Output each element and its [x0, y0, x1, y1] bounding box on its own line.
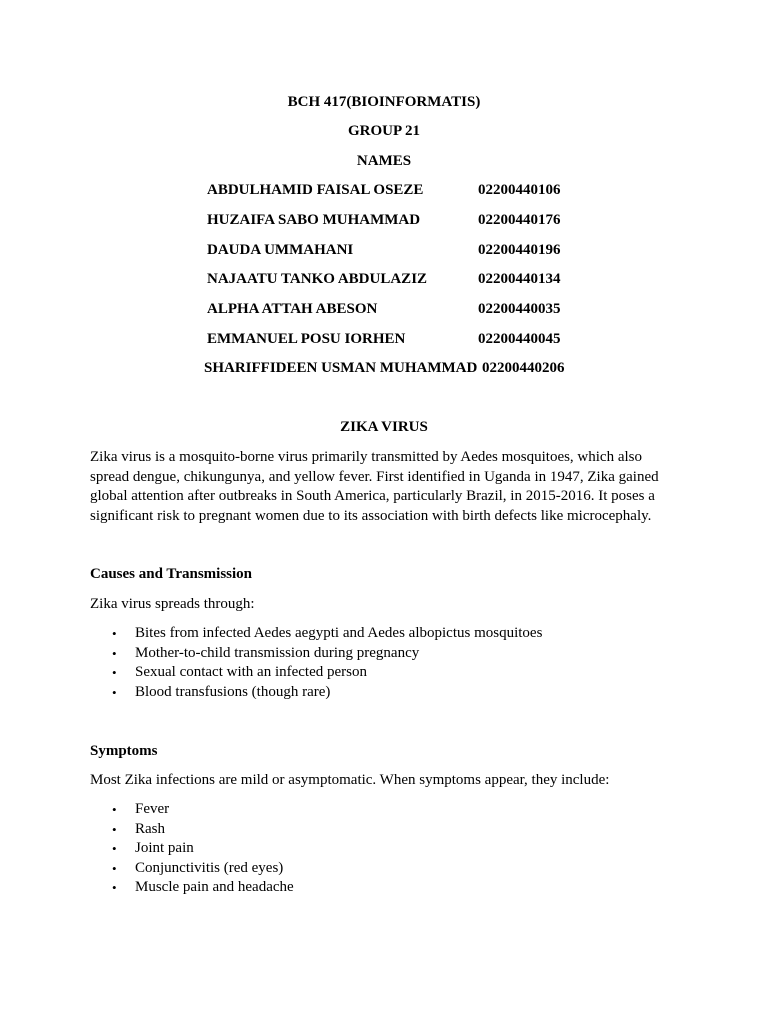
member-id: 02200440206: [482, 360, 565, 376]
symptoms-lead: Most Zika infections are mild or asymptomatic. When symptoms appear, they include:: [90, 772, 610, 788]
member-id: 02200440176: [478, 212, 561, 228]
list-item: [90, 644, 542, 664]
causes-lead: Zika virus spreads through:: [90, 596, 255, 612]
member-id: 02200440106: [478, 182, 561, 198]
list-item-text: Bites from infected Aedes aegypti and Aedes albopictus mosquitoes: [135, 625, 543, 641]
list-item-text: Fever: [135, 801, 170, 817]
bullet-icon: •: [112, 645, 117, 661]
list-item: [90, 800, 294, 820]
member-name: NAJAATU TANKO ABDULAZIZ: [207, 271, 428, 287]
course-title: BCH 417(BIOINFORMATIS): [287, 94, 481, 110]
list-item-text: Conjunctivitis (red eyes): [135, 859, 284, 876]
member-name: ABDULHAMID FAISAL OSEZE: [207, 182, 424, 198]
list-item: [90, 878, 294, 898]
bullet-icon: •: [112, 841, 117, 856]
bullet-icon: •: [112, 860, 117, 876]
causes-list: [90, 624, 542, 702]
list-item-text: Rash: [135, 820, 165, 837]
member-name: HUZAIFA SABO MUHAMMAD: [207, 212, 421, 228]
bullet-icon: •: [112, 802, 117, 817]
list-item-text: Mother-to-child transmission during pregnancy: [135, 644, 420, 661]
member-id: 02200440196: [478, 242, 561, 258]
list-item-text: Joint pain: [135, 840, 194, 856]
member-name: SHARIFFIDEEN USMAN MUHAMMAD: [204, 360, 478, 376]
group-label: GROUP 21: [347, 123, 421, 139]
symptoms-list: [90, 800, 294, 898]
list-item: [90, 839, 294, 859]
list-item: [90, 859, 294, 879]
causes-heading: Causes and Transmission: [90, 566, 252, 582]
bullet-icon: •: [112, 821, 117, 837]
member-id: 02200440134: [478, 271, 561, 287]
list-item: [90, 624, 542, 644]
member-name: DAUDA UMMAHANI: [207, 242, 354, 258]
list-item-text: Sexual contact with an infected person: [135, 664, 368, 680]
bullet-icon: •: [112, 880, 117, 895]
intro-paragraph: Zika virus is a mosquito-borne virus primarily transmitted by Aedes mosquitoes, which also spread dengue, chikungunya, and yellow fever. First identified in Uganda in 1947, Zika gained global attention after outbreaks in South America, particularly Brazil, in 2015-2016. It poses a significant risk to pregnant women due to its association with birth defects like microcephaly.: [90, 449, 659, 524]
names-label: NAMES: [356, 153, 412, 169]
symptoms-heading: Symptoms: [90, 743, 158, 759]
list-item: [90, 663, 542, 683]
bullet-icon: •: [112, 665, 117, 680]
list-item-text: Blood transfusions (though rare): [135, 683, 331, 700]
bullet-icon: •: [112, 684, 117, 700]
list-item: [90, 820, 294, 840]
list-item: [90, 683, 542, 703]
member-id: 02200440045: [478, 331, 561, 347]
member-name: EMMANUEL POSU IORHEN: [207, 331, 406, 347]
member-id: 02200440035: [478, 301, 561, 317]
member-name: ALPHA ATTAH ABESON: [207, 301, 378, 317]
document-title: ZIKA VIRUS: [340, 419, 428, 435]
list-item-text: Muscle pain and headache: [135, 879, 294, 895]
bullet-icon: •: [112, 626, 117, 641]
